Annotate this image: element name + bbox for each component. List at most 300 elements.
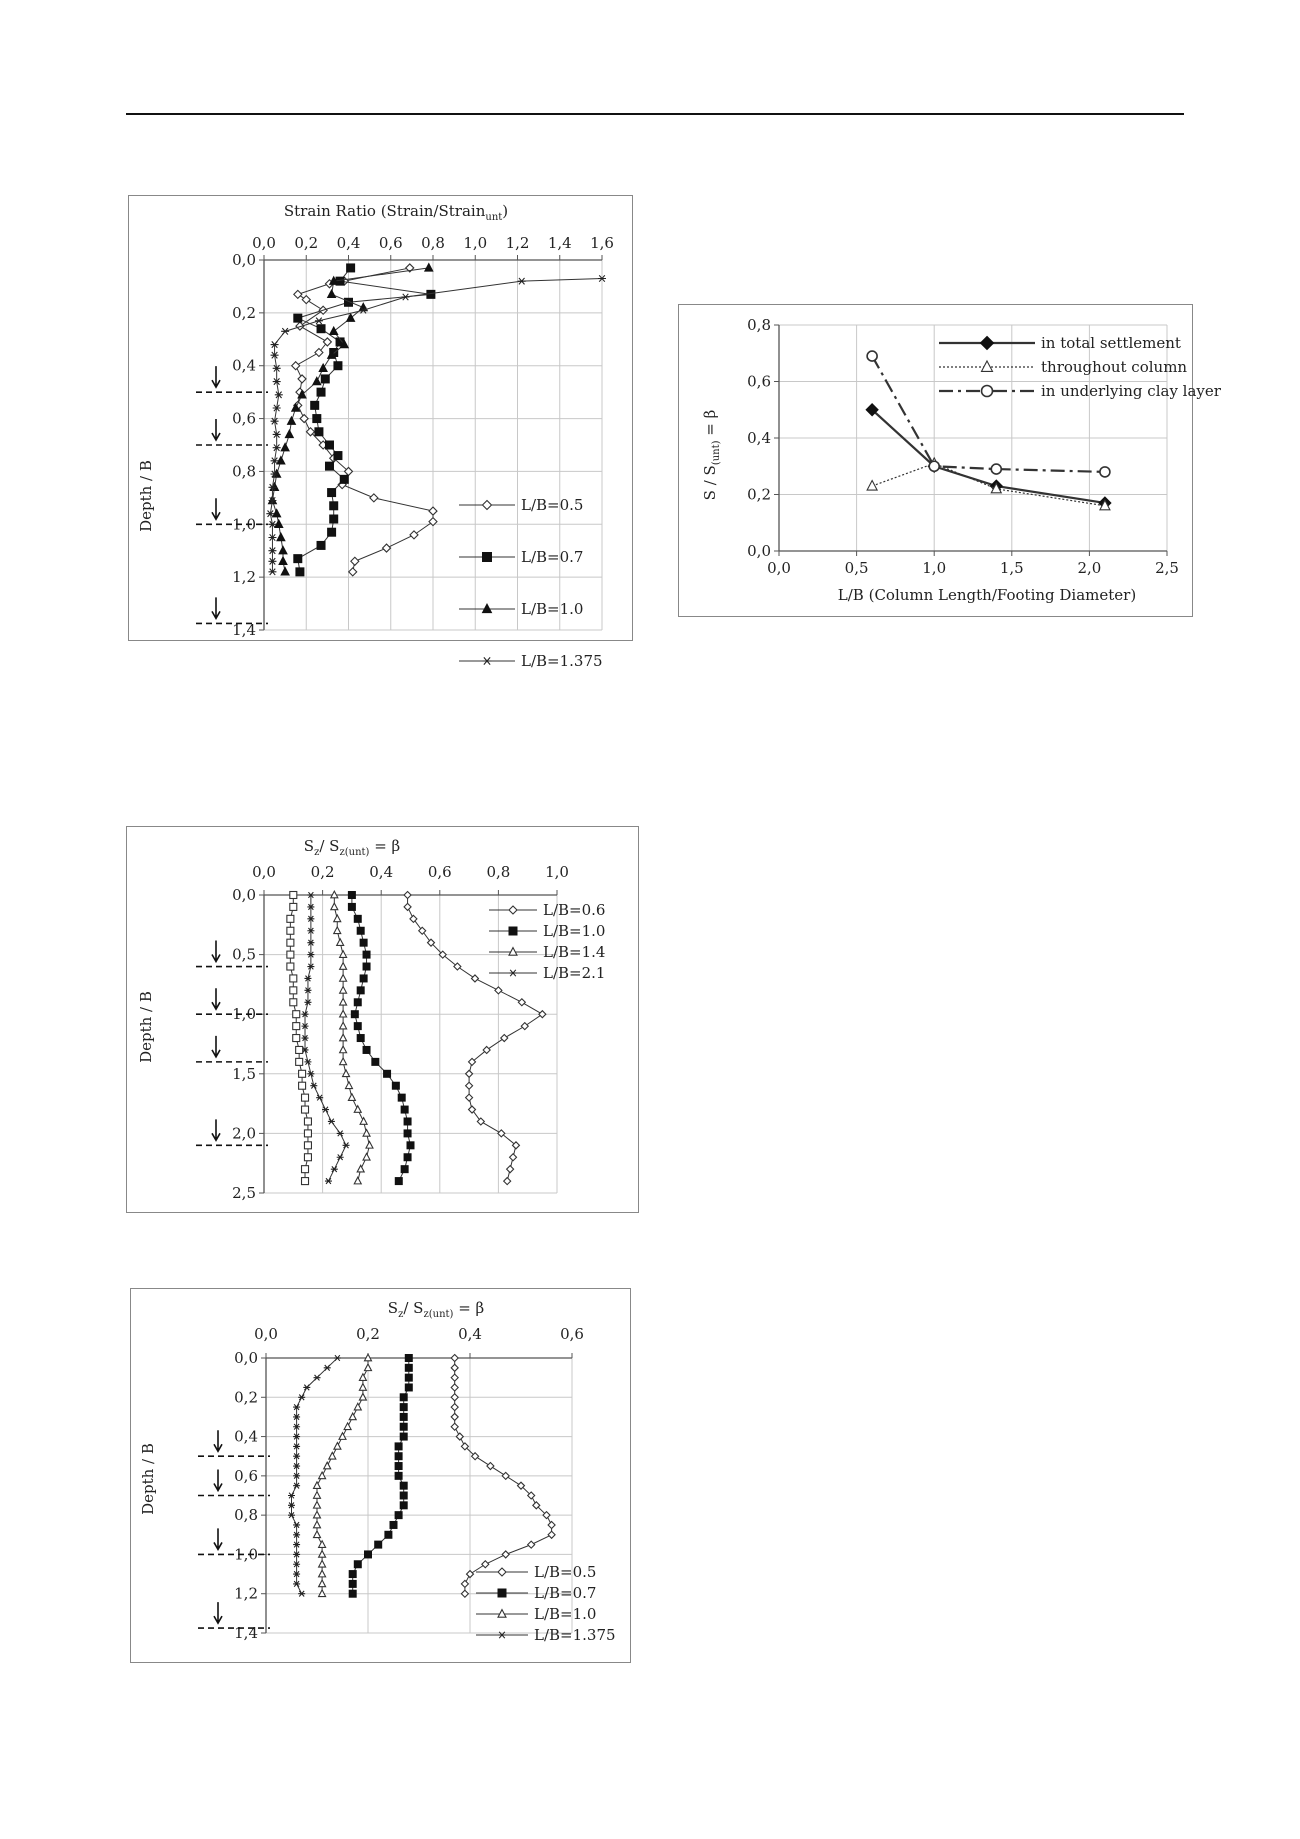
data-point [469,1106,476,1113]
data-point [344,1423,351,1430]
data-point [349,568,357,576]
data-point [314,1482,321,1489]
data-point [495,987,502,994]
data-point [360,975,367,982]
data-point [466,1094,473,1101]
column-bottom-markers [196,941,268,1146]
data-point [400,1433,407,1440]
data-point [410,915,417,922]
data-point [349,1590,356,1597]
data-point [392,1082,399,1089]
data-point [461,1590,468,1597]
data-point [357,1165,364,1172]
series-l-b-1-4 [331,891,373,1184]
y-axis-label: Depth / B [139,1443,157,1515]
data-point [319,1590,326,1597]
y-tick-label: 2,0 [232,1124,256,1143]
y-axis-label: Depth / B [137,991,155,1063]
chart-title: $S_z/$ $S_{z(unt)} = \beta$ [303,837,401,858]
x-tick-label: 0,6 [427,863,452,881]
data-point [299,1082,306,1089]
data-point [275,520,283,528]
data-point [296,568,304,576]
y-tick-label: 0,2 [747,485,771,504]
data-point [343,1143,350,1149]
data-point [293,1023,300,1030]
chart-settlement-depth-a [127,827,638,1212]
x-tick-label: 1,2 [505,234,530,252]
data-point [313,415,321,423]
data-point [407,1142,414,1149]
data-point [357,1035,364,1042]
data-point [400,1423,407,1430]
data-point [317,541,325,549]
data-point [929,461,939,471]
data-point [302,1178,309,1185]
data-point [292,362,300,370]
legend [476,1563,616,1644]
data-point [451,1364,458,1371]
data-point [451,1384,458,1391]
chart-settlement-depth-a-panel [126,826,639,1213]
chart-settlement-ratio [679,305,1221,616]
data-point [359,1374,366,1381]
y-tick-label: 1,5 [232,1064,256,1083]
data-point [319,1541,326,1548]
data-point [402,294,410,300]
y-tick-label: 0,8 [234,1506,258,1525]
data-point [325,1178,332,1184]
data-point [340,963,347,970]
data-point [370,494,378,502]
y-tick-label: 1,0 [232,515,256,534]
x-tick-label: 0,6 [560,1325,584,1343]
y-tick-label: 0,0 [232,886,256,904]
data-point [314,1521,321,1528]
data-point [347,264,355,272]
data-point [294,290,302,298]
data-point [340,998,347,1005]
data-point [395,1463,402,1470]
x-tick-label: 1,6 [590,234,614,252]
data-point [340,1058,347,1065]
data-point [429,507,437,515]
data-point [277,456,285,464]
x-tick-label: 0,0 [252,863,276,881]
x-tick-label: 0,4 [369,863,394,881]
chart-settlement-ratio-panel [678,304,1221,617]
data-point [451,1394,458,1401]
series-l-b-1-0 [314,1354,372,1596]
legend-label: L/B=1.375 [521,652,603,670]
x-tick-label: 0,4 [458,1325,482,1343]
data-point [294,555,302,563]
series-l-b-1-0 [268,264,432,576]
legend-marker [509,927,517,935]
y-tick-label: 1,4 [234,1624,258,1642]
data-point [363,963,370,970]
data-point [451,1413,458,1420]
y-tick-label: 1,0 [234,1545,258,1564]
y-tick-label: 0,0 [232,251,256,269]
data-point [331,1166,338,1172]
data-point [340,1046,347,1053]
data-point [410,531,418,539]
data-point [404,1154,411,1161]
data-point [302,296,310,304]
data-point [395,1512,402,1519]
legend-marker [483,501,492,510]
data-point [302,1166,309,1173]
legend-label: in total settlement [1041,334,1181,352]
y-tick-label: 0,6 [234,1466,258,1485]
data-point [401,1166,408,1173]
data-point [293,1035,300,1042]
legend [939,334,1222,400]
chart-settlement-depth-b-panel [130,1288,631,1663]
data-point [419,927,426,934]
y-tick-label: 0,6 [232,409,256,428]
data-point [400,1404,407,1411]
down-arrow-icon [214,1528,222,1549]
data-point [451,1423,458,1430]
x-tick-label: 0,8 [421,234,445,252]
data-point [287,915,294,922]
x-tick-label: 0,2 [294,234,319,252]
data-point [467,1571,474,1578]
legend-label: throughout column [1041,358,1188,376]
data-point [340,475,348,483]
data-point [314,1511,321,1518]
y-axis-label: $S / S_{(unt)} = \beta$ [701,409,722,501]
data-point [304,1142,311,1149]
y-tick-label: 0,6 [747,372,771,391]
data-point [521,1023,528,1030]
x-tick-label: 0,4 [336,234,361,252]
y-tick-label: 1,4 [232,621,256,639]
down-arrow-icon [212,366,220,387]
data-point [471,975,478,982]
down-arrow-icon [212,597,220,618]
data-point [340,1010,347,1017]
y-axis-label: Depth / B [137,460,155,532]
data-point [337,1154,344,1160]
data-point [348,903,355,910]
data-point [290,892,297,899]
data-point [461,1580,468,1587]
page-header-rule [126,113,1184,115]
data-point [324,1462,331,1469]
down-arrow-icon [212,1119,220,1140]
data-point [347,314,355,322]
data-point [404,903,411,910]
x-tick-label: 0,2 [356,1325,380,1343]
data-point [340,987,347,994]
data-point [349,1580,356,1587]
y-tick-label: 0,0 [747,542,771,560]
data-point [385,1531,392,1538]
data-point [405,1374,412,1381]
legend-label: L/B=0.6 [543,901,606,919]
legend-label: L/B=1.4 [543,943,606,961]
data-point [319,1560,326,1567]
data-point [298,1591,305,1597]
data-point [451,1374,458,1381]
data-point [354,1561,361,1568]
data-point [357,987,364,994]
data-point [365,1364,372,1371]
data-point [279,557,287,565]
data-point [314,1492,321,1499]
data-point [319,1580,326,1587]
data-point [390,1521,397,1528]
data-point [349,1413,356,1420]
data-point [298,1394,305,1400]
data-point [363,951,370,958]
legend-marker [982,386,993,397]
down-arrow-icon [212,498,220,519]
data-point [401,1106,408,1113]
data-point [334,915,341,922]
data-point [366,1141,373,1148]
x-tick-label: 1,4 [547,234,572,252]
data-point [287,963,294,970]
data-point [400,1492,407,1499]
x-axis-label: L/B (Column Length/Footing Diameter) [837,586,1137,604]
data-point [383,544,391,552]
data-point [510,1154,517,1161]
x-tick-label: 1,0 [545,863,569,881]
data-point [296,1058,303,1065]
data-point [340,951,347,958]
data-point [348,1094,355,1101]
legend-label: L/B=1.0 [543,922,606,940]
x-tick-label: 0,8 [486,863,511,881]
data-point [277,533,285,541]
legend-marker [498,1568,506,1576]
data-point [334,927,341,934]
y-tick-label: 1,2 [232,568,256,587]
data-point [867,351,877,361]
data-point [501,1035,508,1042]
data-point [466,1082,473,1089]
legend [459,496,603,670]
data-point [502,1472,509,1479]
data-point [351,557,359,565]
data-point [354,915,361,922]
data-point [400,1394,407,1401]
data-point [400,1482,407,1489]
gridlines [266,1358,572,1633]
data-point [395,1453,402,1460]
data-point [395,1472,402,1479]
data-point [334,452,342,460]
x-tick-label: 0,0 [254,1325,278,1343]
data-point [398,1094,405,1101]
legend-label: L/B=1.375 [534,1626,616,1644]
data-point [298,375,306,383]
data-point [354,1023,361,1030]
data-point [507,1166,514,1173]
data-point [340,975,347,982]
data-point [425,264,433,272]
legend-label: L/B=0.7 [521,548,584,566]
data-point [304,1130,311,1137]
data-point [363,1046,370,1053]
legend-marker [498,1589,506,1597]
data-point [487,1463,494,1470]
x-tick-label: 1,0 [463,234,488,252]
data-point [504,1178,511,1185]
data-point [354,1177,361,1184]
x-tick-label: 1,5 [999,559,1024,577]
data-point [319,364,327,372]
data-point [502,1551,509,1558]
data-point [339,1433,346,1440]
data-point [405,1364,412,1371]
data-point [330,515,338,523]
data-point [319,1551,326,1558]
data-point [357,927,364,934]
data-point [321,375,329,383]
data-point [404,892,411,899]
y-tick-label: 2,5 [232,1184,256,1202]
data-point [300,415,308,423]
data-point [331,903,338,910]
y-tick-label: 0,8 [232,462,256,481]
data-point [285,430,293,438]
legend-label: L/B=2.1 [543,964,606,982]
data-point [325,462,333,470]
data-point [482,1561,489,1568]
series-in-total-settlement [866,404,1111,509]
x-tick-label: 2,0 [1077,559,1102,577]
data-point [330,502,338,510]
data-point [548,1521,555,1528]
chart-title: Strain Ratio (Strain/Strain$_{unt}$) [283,202,509,223]
legend-label: L/B=0.5 [534,1563,597,1581]
data-point [354,1403,361,1410]
down-arrow-icon [214,1430,222,1451]
y-tick-label: 0,2 [234,1388,258,1407]
y-tick-label: 0,4 [234,1427,258,1446]
data-point [315,318,323,324]
data-point [302,1094,309,1101]
y-tick-label: 0,0 [234,1349,258,1367]
y-tick-label: 0,8 [747,316,771,334]
data-point [400,1502,407,1509]
y-tick-label: 1,0 [232,1005,256,1024]
down-arrow-icon [214,1470,222,1491]
chart-title: $S_z/$ $S_{z(unt)} = \beta$ [387,1299,485,1320]
data-point [343,1070,350,1077]
legend-marker [509,906,517,914]
data-point [315,428,323,436]
data-point [337,939,344,946]
legend [489,901,605,982]
data-point [313,377,321,385]
legend-label: L/B=1.0 [534,1605,597,1623]
data-point [304,1154,311,1161]
data-point [294,314,302,322]
data-point [451,1404,458,1411]
data-point [354,999,361,1006]
down-arrow-icon [212,419,220,440]
data-point [287,951,294,958]
data-point [548,1531,555,1538]
data-point [372,1058,379,1065]
legend-marker [498,1610,506,1618]
data-point [404,1118,411,1125]
chart-strain-ratio [129,196,632,670]
data-point [348,892,355,899]
data-point [281,567,289,575]
data-point [319,1472,326,1479]
data-point [330,327,338,335]
data-point [334,362,342,370]
data-point [375,1541,382,1548]
chart-settlement-depth-b [131,1289,630,1662]
data-point [405,1384,412,1391]
data-point [328,489,336,497]
data-point [466,1070,473,1077]
y-tick-label: 0,4 [232,356,256,375]
data-point [290,999,297,1006]
y-tick-label: 0,4 [747,429,771,447]
x-tick-label: 0,6 [378,234,403,252]
data-point [329,1452,336,1459]
data-point [405,1355,412,1362]
series-l-b-1-375 [266,275,606,575]
legend-label: in underlying clay layer [1041,382,1221,400]
x-tick-label: 0,0 [252,234,276,252]
data-point [360,1118,367,1125]
series-line [305,895,346,1181]
series-line [872,410,1105,503]
data-point [456,1433,463,1440]
data-point [451,1355,458,1362]
data-point [279,546,287,554]
x-tick-label: 0,2 [310,863,335,881]
legend-label: L/B=1.0 [521,600,584,618]
data-point [281,328,289,334]
data-point [337,1131,344,1137]
data-point [290,987,297,994]
data-point [363,1130,370,1137]
y-tick-label: 1,2 [234,1584,258,1603]
data-point [395,1443,402,1450]
legend-label: L/B=0.5 [521,496,584,514]
axes [259,255,602,630]
data-point [518,999,525,1006]
series-line [408,895,543,1181]
data-point [395,1178,402,1185]
data-point [314,1501,321,1508]
data-point [991,464,1001,474]
data-point [363,1153,370,1160]
data-point [340,1022,347,1029]
down-arrow-icon [214,1602,222,1623]
data-point [287,939,294,946]
data-point [287,927,294,934]
data-point [290,903,297,910]
data-point [404,1130,411,1137]
data-point [349,1571,356,1578]
legend-marker [980,336,993,349]
legend-marker [483,657,492,664]
data-point [1100,467,1110,477]
down-arrow-icon [212,1036,220,1057]
